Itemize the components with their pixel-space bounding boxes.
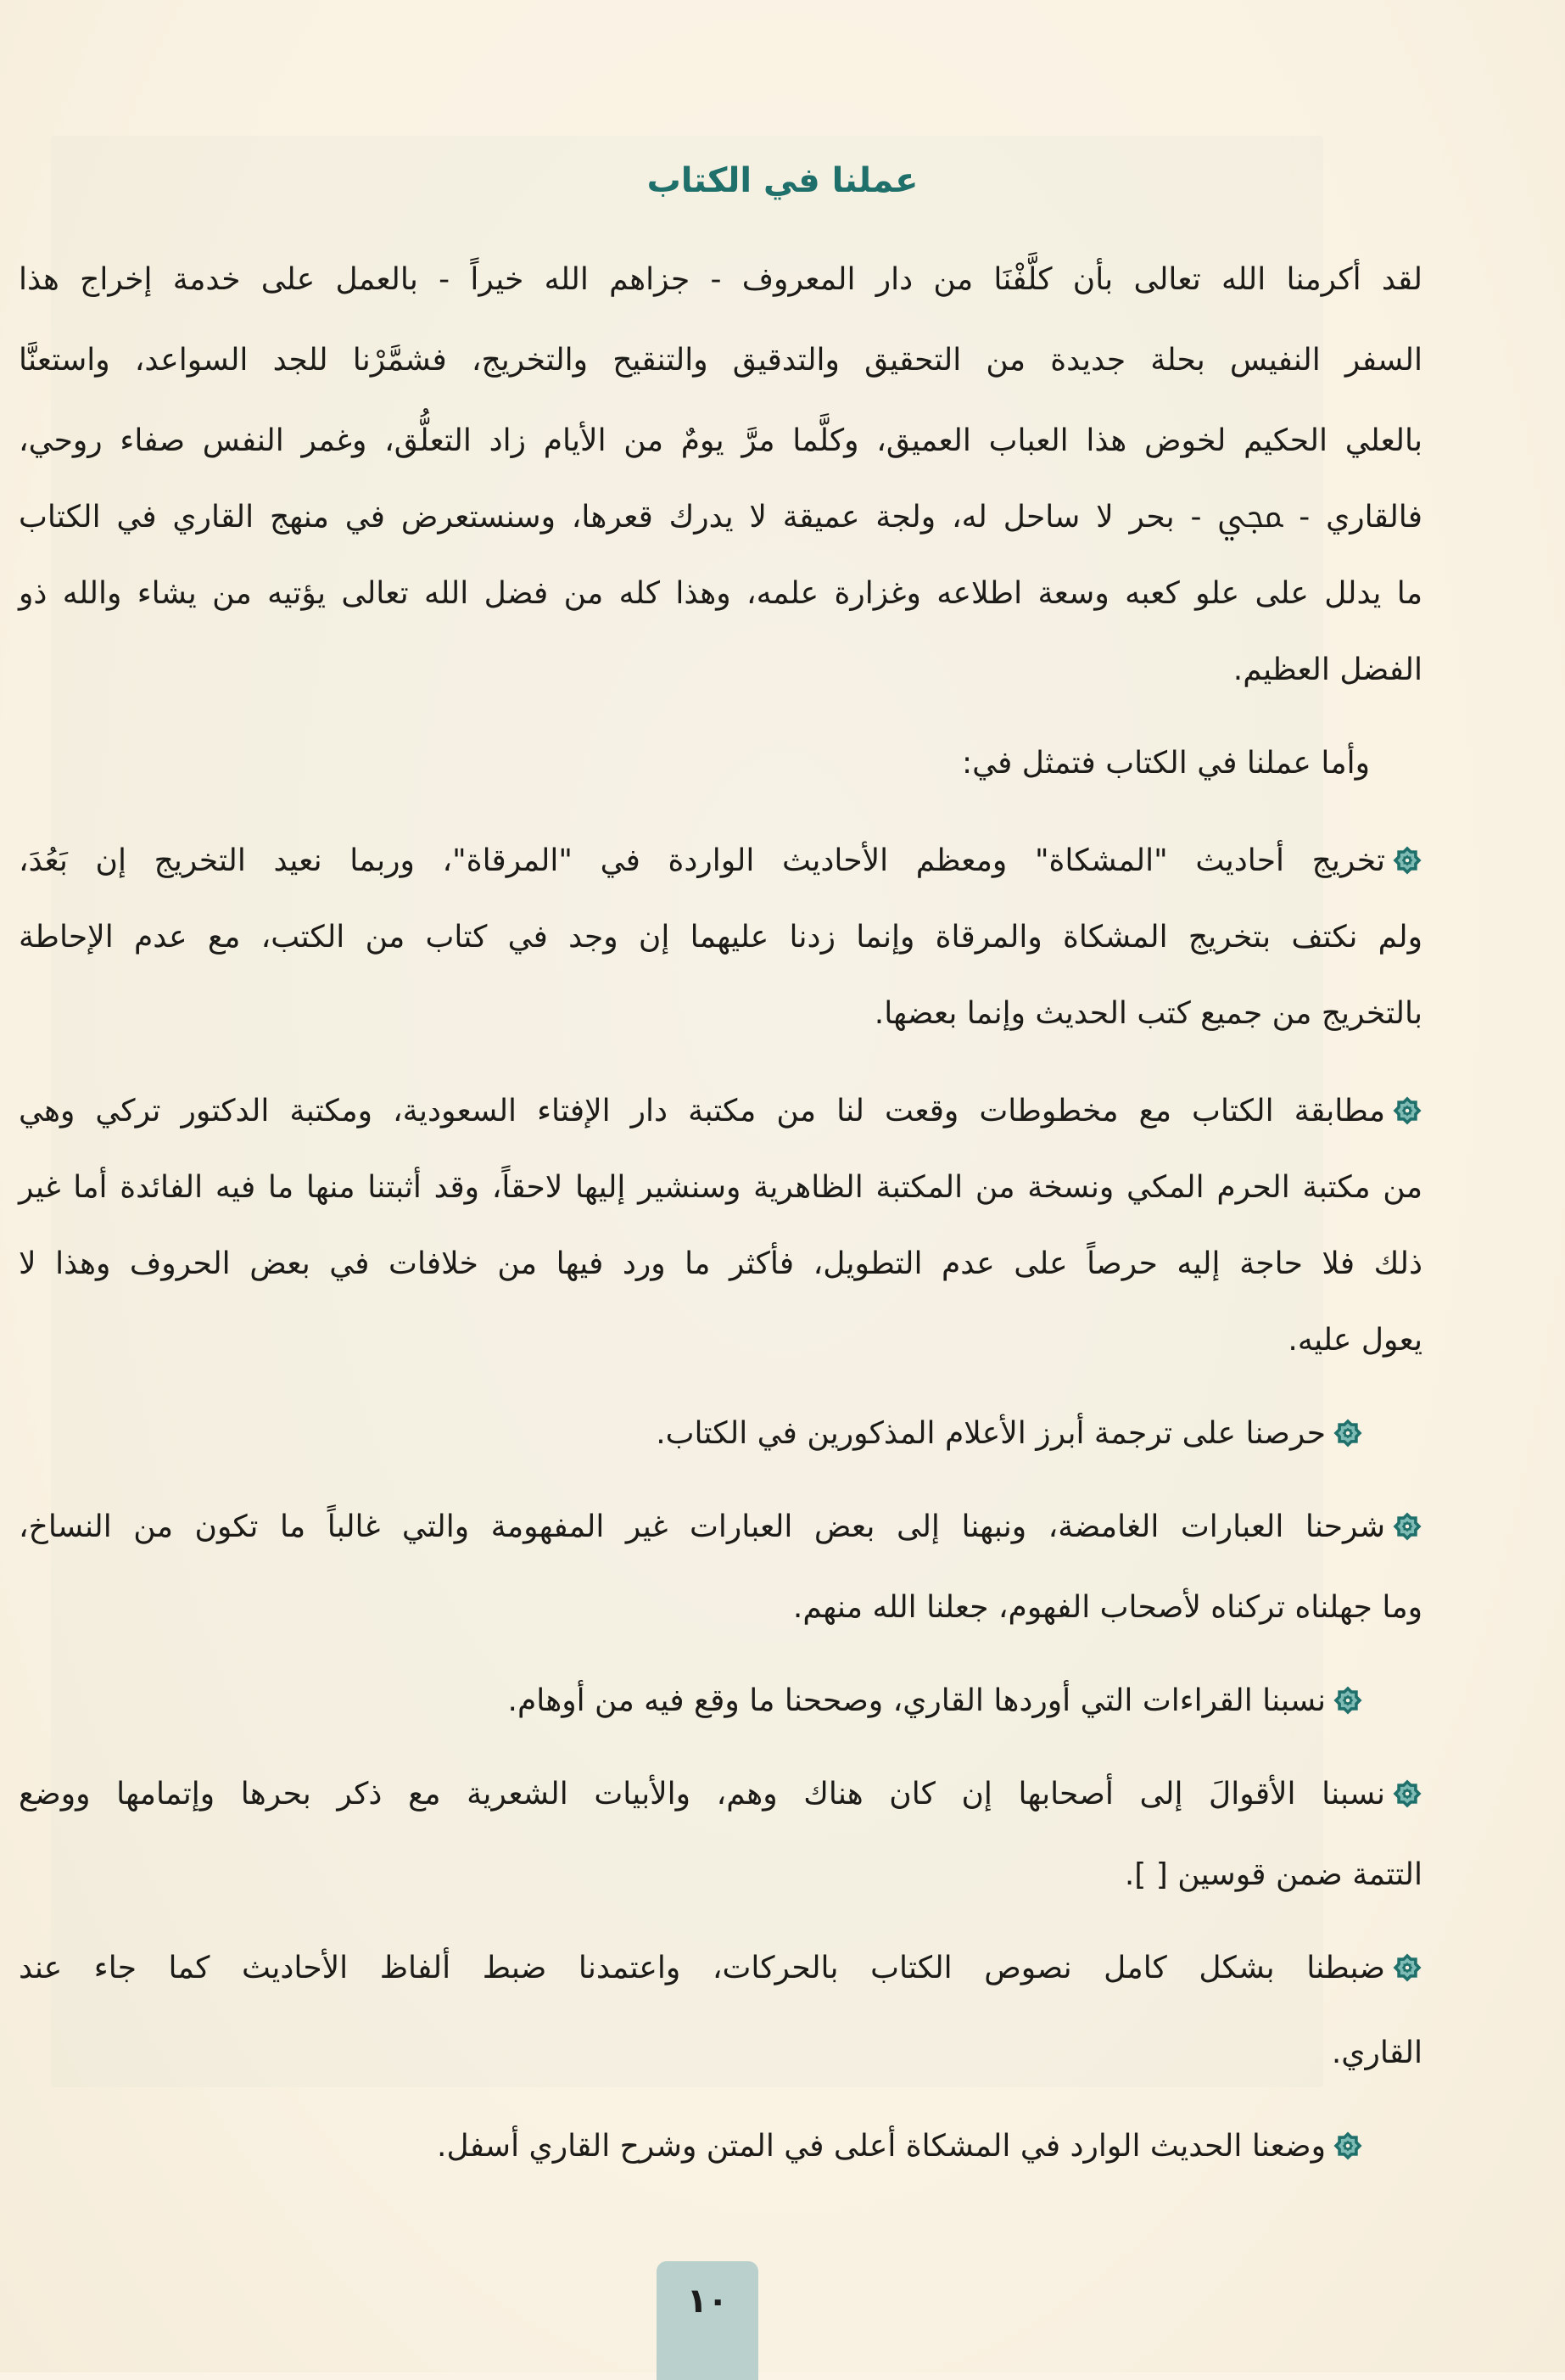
rosette-bullet-icon (1333, 1418, 1363, 1448)
rosette-bullet-icon (1333, 2131, 1363, 2161)
list-item-text: شرحنا العبارات الغامضة، ونبهنا إلى بعض العبارات غير المفهومة والتي غالباً ما تكون من النساخ، (19, 1509, 1385, 1544)
list-item-text: مطابقة الكتاب مع مخطوطات وقعت لنا من مكتبة دار الإفتاء السعودية، ومكتبة الدكتور تركي وهي (19, 1094, 1385, 1128)
list-item-2-line-4: يعول عليه. (1288, 1323, 1422, 1358)
rosette-bullet-icon (1392, 1095, 1422, 1126)
rosette-bullet-icon (1392, 1511, 1422, 1542)
list-item-2-line-3: ذلك فلا حاجة إليه حرصاً على عدم التطويل، فأكثر ما ورد فيها من خلافات في بعض الحروف وهذا لا (19, 1246, 1422, 1281)
list-item-4-line-1 (19, 1502, 1422, 1553)
list-item-1-line-1 (19, 836, 1422, 887)
section-title: عملنا في الكتاب (646, 161, 919, 200)
rosette-bullet-icon (1333, 1685, 1363, 1716)
intro-line-4: فالقاري - ﷀ - بحر لا ساحل له، ولجة عميقة لا يدرك قعرها، وسنستعرض في منهج القاري في الكتاب (19, 500, 1422, 535)
rosette-bullet-icon (1392, 845, 1422, 876)
list-item-text: تخريج أحاديث "المشكاة" ومعظم الأحاديث الواردة في "المرقاة"، وربما نعيد التخريج إن بَعُدَ، (19, 843, 1385, 878)
intro-line-2: السفر النفيس بحلة جديدة من التحقيق والتدقيق والتنقيح والتخريج، فشمَّرْنا للجد السواعد، واستعنَّا (19, 343, 1422, 378)
list-item-6-line-1 (19, 1769, 1422, 1820)
page-number-tab (657, 2261, 758, 2380)
intro-line-1: لقد أكرمنا الله تعالى بأن كلَّفْنَا من دار المعروف - جزاهم الله خيراً - بالعمل على خدمة إخراج هذا (19, 262, 1422, 297)
intro-line-5: ما يدلل على علو كعبه وسعة اطلاعه وغزارة علمه، وهذا كله من فضل الله تعالى يؤتيه من يشاء والله ذو (19, 576, 1422, 611)
lead-in: وأما عملنا في الكتاب فتمثل في: (961, 746, 1370, 781)
list-item-8-line-1 (437, 2121, 1363, 2172)
list-item-2-line-2: من مكتبة الحرم المكي ونسخة من المكتبة الظاهرية وسنشير إليها لاحقاً، وقد أثبتنا منها ما فيه الفائدة أما غير (19, 1170, 1422, 1205)
list-item-3-line-1 (656, 1408, 1363, 1459)
rosette-bullet-icon (1392, 1952, 1422, 1983)
list-item-text: ضبطنا بشكل كامل نصوص الكتاب بالحركات، واعتمدنا ضبط ألفاظ الأحاديث كما جاء عند (19, 1951, 1385, 1985)
list-item-text: نسبنا الأقوالَ إلى أصحابها إن كان هناك وهم، والأبيات الشعرية مع ذكر بحرها وإتمامها ووضع (19, 1777, 1385, 1812)
list-item-4-line-2: وما جهلناه تركناه لأصحاب الفهوم، جعلنا الله منهم. (792, 1590, 1422, 1625)
intro-line-3: بالعلي الحكيم لخوض هذا العباب العميق، وكلَّما مرَّ يومٌ من الأيام زاد التعلُّق، وغمر النفس صفاء روحي، (19, 423, 1422, 458)
list-item-6-line-2: التتمة ضمن قوسين [ ]. (1124, 1857, 1422, 1892)
list-item-1-line-3: بالتخريج من جميع كتب الحديث وإنما بعضها. (874, 996, 1422, 1031)
rosette-bullet-icon (1392, 1778, 1422, 1809)
list-item-5-line-1 (508, 1676, 1363, 1727)
list-item-text: وضعنا الحديث الوارد في المشكاة أعلى في المتن وشرح القاري أسفل. (437, 2129, 1326, 2164)
list-item-7-line-2: القاري. (1331, 2036, 1422, 2070)
list-item-2-line-1 (19, 1086, 1422, 1137)
list-item-text: نسبنا القراءات التي أوردها القاري، وصححنا ما وقع فيه من أوهام. (507, 1683, 1326, 1718)
page-number: ١٠ (686, 2282, 729, 2321)
list-item-text: حرصنا على ترجمة أبرز الأعلام المذكورين في الكتاب. (656, 1416, 1326, 1451)
list-item-7-line-1 (19, 1943, 1422, 1994)
intro-line-6: الفضل العظيم. (1232, 652, 1422, 687)
list-item-1-line-2: ولم نكتف بتخريج المشكاة والمرقاة وإنما زدنا عليهما إن وجد في كتاب من الكتب، مع عدم الإحاطة (19, 920, 1422, 955)
